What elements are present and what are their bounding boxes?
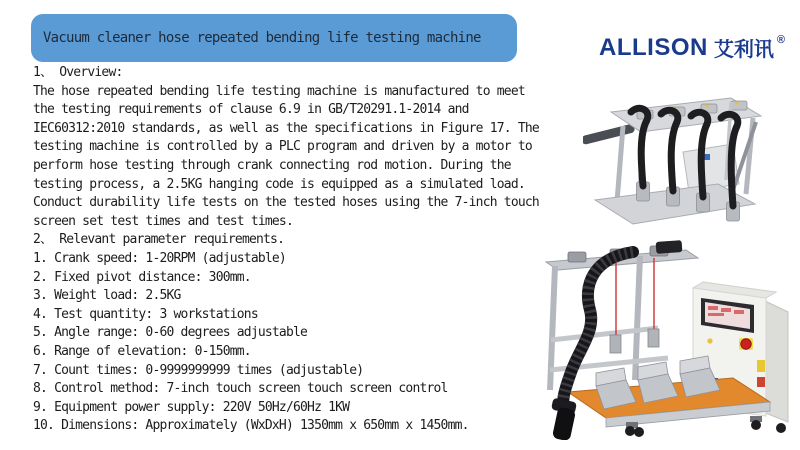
- parameter-item: 9. Equipment power supply: 220V 50Hz/60Hz 1KW: [33, 399, 350, 415]
- overview-heading: 1、 Overview:: [33, 65, 123, 80]
- parameter-item: 7. Count times: 0-9999999999 times (adjustable): [33, 362, 364, 378]
- hose-bending-fixture-photo: [583, 82, 773, 237]
- overview-line: testing process, a 2.5KG hanging code is equipped as a simulated load.: [33, 176, 525, 192]
- overview-line: Conduct durability life tests on the tested hoses using the 7-inch touch: [33, 195, 539, 211]
- parameter-item: 2. Fixed pivot distance: 300mm.: [33, 269, 251, 285]
- complete-testing-machine-photo: [538, 240, 793, 440]
- parameter-item: 4. Test quantity: 3 workstations: [33, 306, 258, 322]
- overview-line: screen set test times and test times.: [33, 213, 293, 229]
- description-text: [33, 64, 593, 436]
- parameter-item: 1. Crank speed: 1-20RPM (adjustable): [33, 250, 286, 266]
- parameter-item: 10. Dimensions: Approximately (WxDxH) 1350mm x 650mm x 1450mm.: [33, 418, 469, 434]
- parameter-item: 3. Weight load: 2.5KG: [33, 288, 181, 304]
- overview-line: testing machine is controlled by a PLC program and driven by a motor to: [33, 139, 532, 155]
- parameter-item: 8. Control method: 7-inch touch screen touch screen control: [33, 381, 448, 397]
- parameter-item: 6. Range of elevation: 0-150mm.: [33, 343, 251, 359]
- overview-line: The hose repeated bending life testing machine is manufactured to meet: [33, 83, 525, 99]
- overview-paragraph: [33, 83, 593, 232]
- title-banner: [31, 14, 517, 62]
- parameters-heading: 2、 Relevant parameter requirements.: [33, 232, 285, 248]
- overview-line: the testing requirements of clause 6.9 in GB/T20291.1-2014 and: [33, 102, 469, 118]
- parameters-list: [33, 250, 593, 436]
- brand-name: ALLISON: [599, 34, 708, 61]
- overview-line: perform hose testing through crank connecting rod motion. During the: [33, 157, 511, 173]
- brand-name-chinese: 艾利讯: [713, 39, 774, 61]
- registered-trademark-icon: ®: [776, 34, 785, 46]
- page-title: Vacuum cleaner hose repeated bending life testing machine: [43, 30, 481, 46]
- overview-line: IEC60312:2010 standards, as well as the specifications in Figure 17. The: [33, 120, 539, 136]
- parameter-item: 5. Angle range: 0-60 degrees adjustable: [33, 325, 308, 341]
- brand-logo: [599, 36, 785, 60]
